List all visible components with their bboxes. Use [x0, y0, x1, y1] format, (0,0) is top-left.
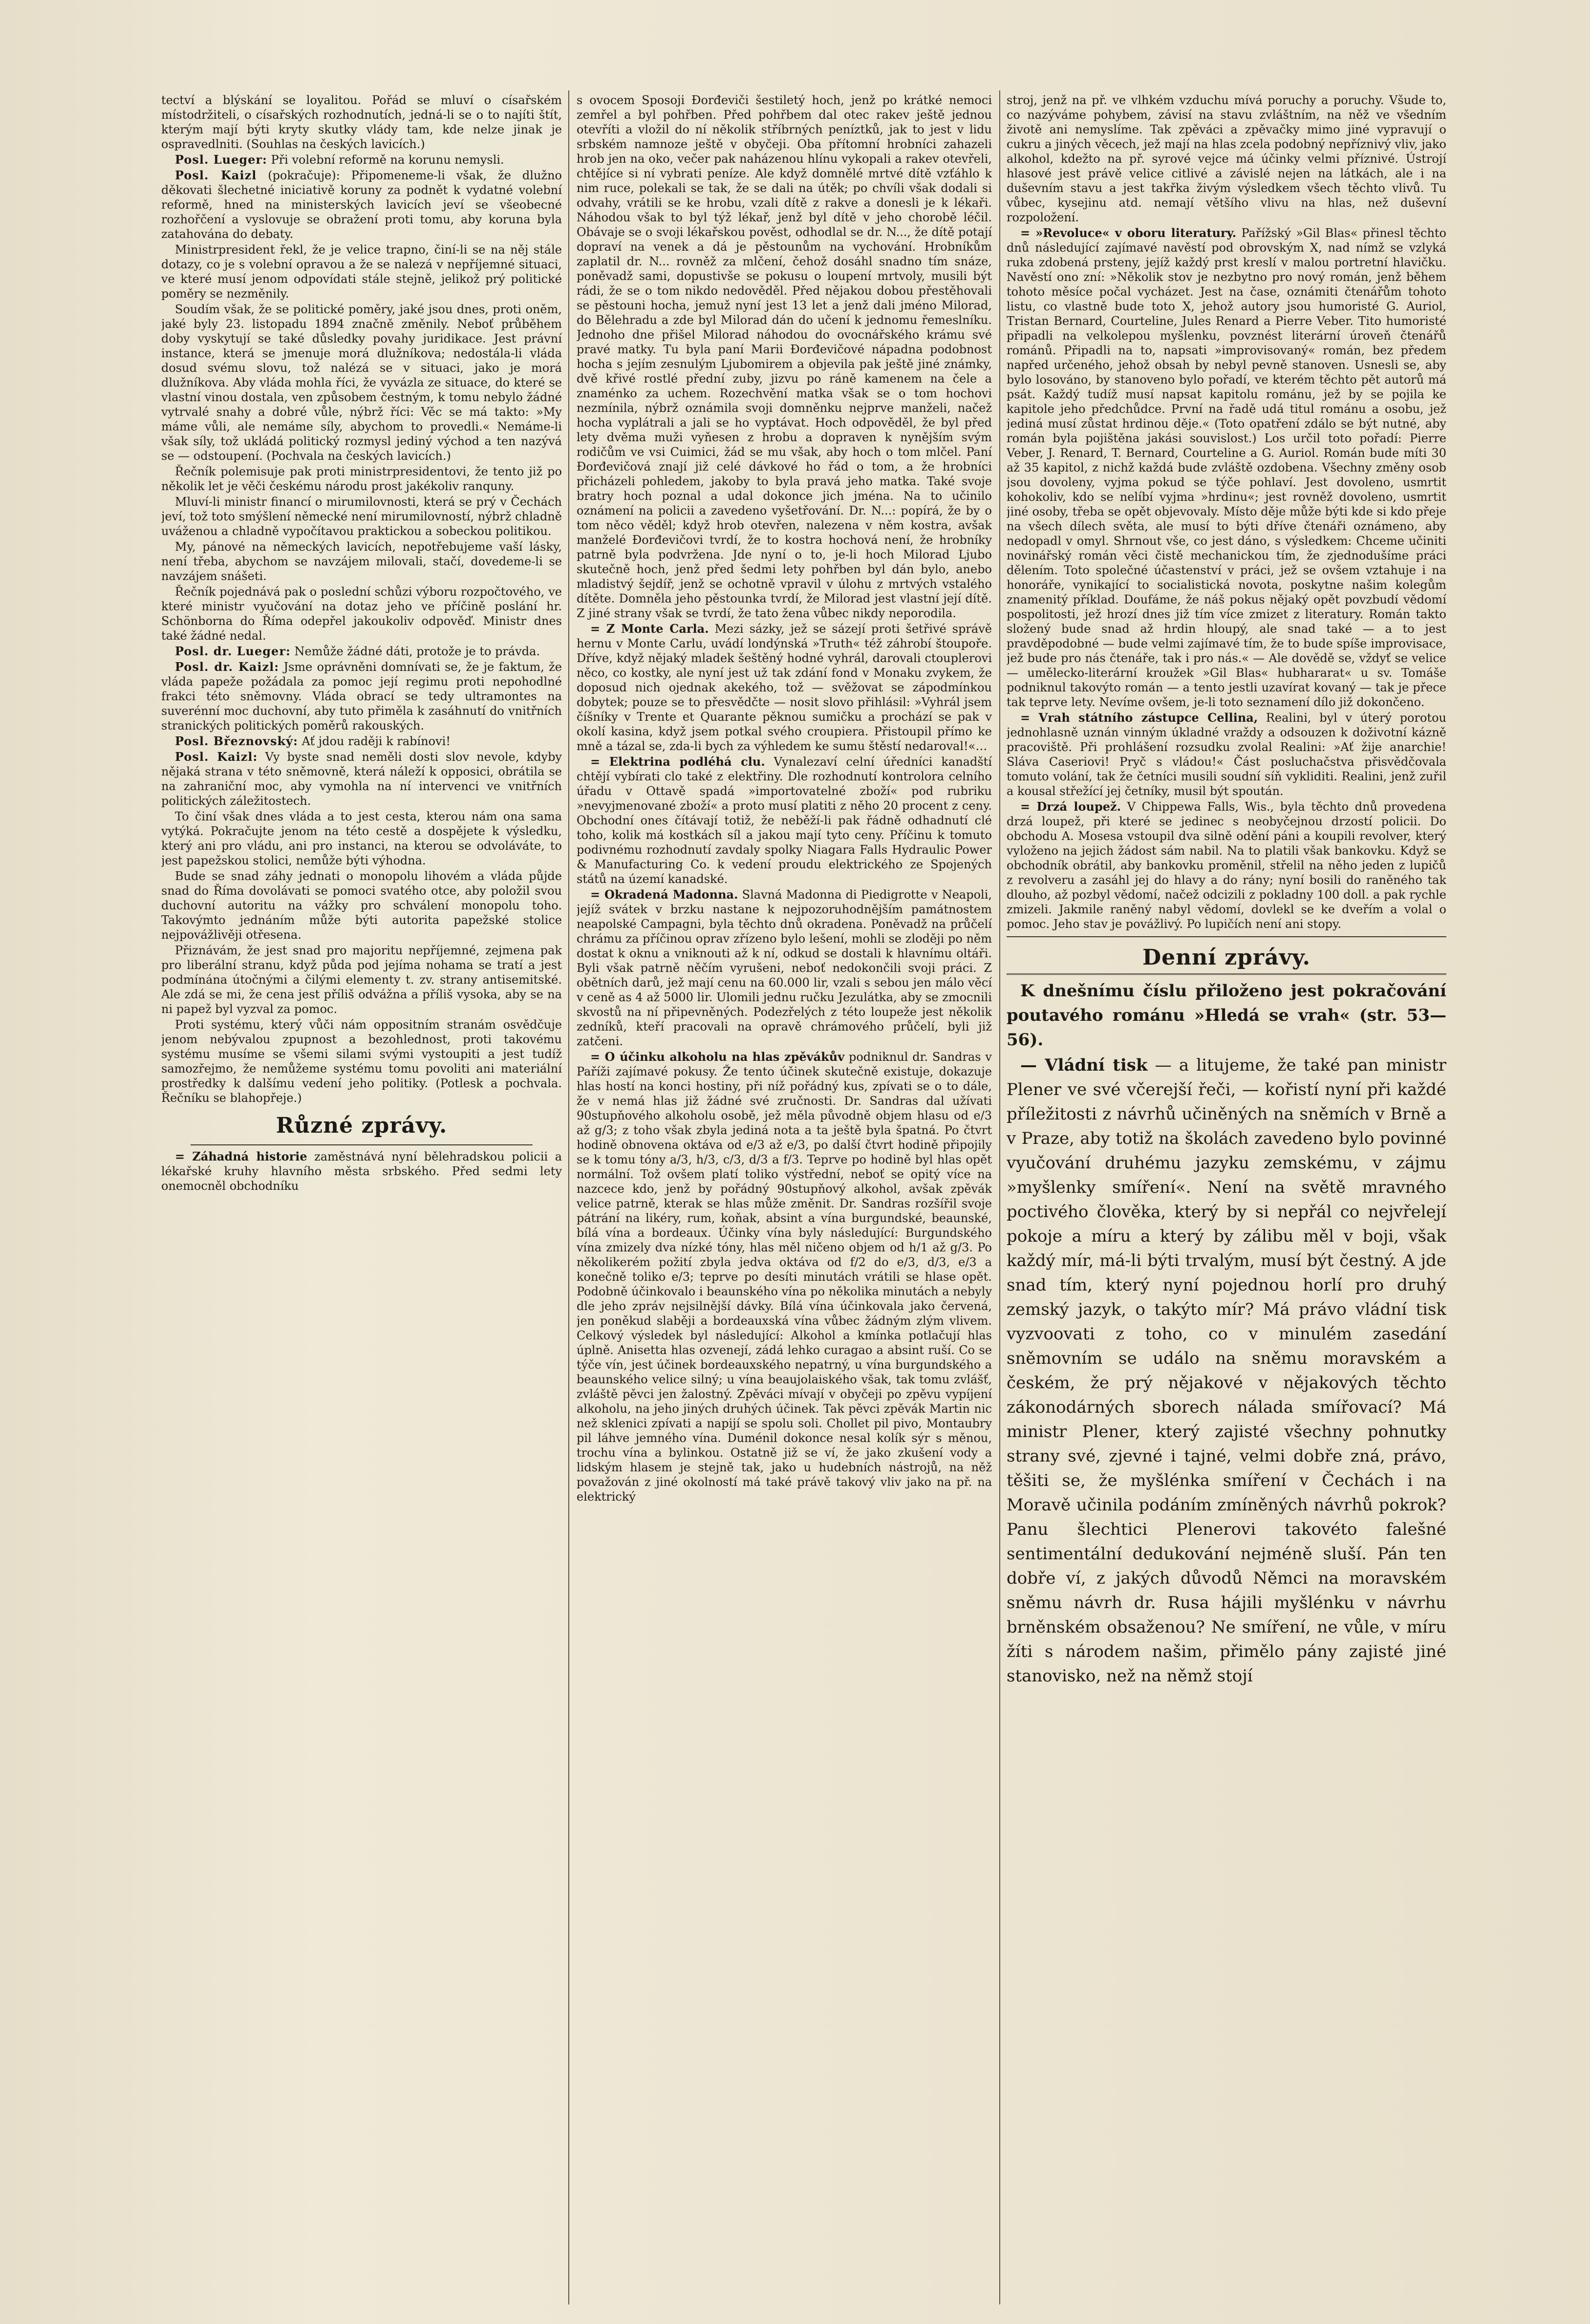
paragraph: My, pánové na německých lavicích, nepotřebujeme vaší lásky, není třeba, abychom se navzájem milovali, stačí, dovedeme-li se navzájem snášeti. [161, 540, 562, 583]
news-item-text: — a litujeme, že také pan ministr Plener ve své včerejší řeči, — kořistí nyní při každé příležitosti z návrhů učiněných na sněmích v Brně a v Praze, aby totiž na školách zavedeno bylo povinné vyučování druhému jazyku zemskému, v zájmu »myšlenky smíření«. Není na světě mravného poctivého člověka, který by si nepřál co nejvřelejí pokoje a míru a který by zálibu měl v boji, však každý mír, má-li býti trvalým, musí být čestný. A jde snad tím, který nyní pojednou horlí pro druhý zemský jazyk, o takýto mír? Má právo vládní tisk vyzvoovati z toho, co v minulém zasedání sněmovním se událo na sněmu moravském a českém, že prý nějakové v nějakových těchto zákonodárných sborech nálada smířovací? Má ministr Plener, který zajisté všechny pohnutky strany své, zjevné i tajné, velmi dobře zná, právo, těšiti se, že myšlénka smíření v Čechách i na Moravě učinila podáním zmíněných návrhů pokrok? Panu šlechtici Plenerovi takovéto falešné sentimentální dedukování nejméně sluší. Pán ten dobře ví, z jakých důvodů Němci na moravském sněmu návrh dr. Rusa hájili myšlénku v návrhu brněnském obsaženou? Ne smíření, ne vůle, v míru žíti s národem našim, přimělo pány zajisté jiné stanovisko, než na němž stojí [1007, 1055, 1446, 1686]
paragraph: Mluví-li ministr financí o mirumilovnosti, která se prý v Čechách jeví, tož toto smýšlení německé není mirumilovností, nýbrž chladně uváženou a chladně vypočítavou praktickou a sobeckou politikou. [161, 495, 562, 538]
speech-text: Jsme oprávněni domnívati se, že je faktum, že vláda papeže požádala za pomoc její regimu proti nepohodlné frakci této sněmovny. Vláda obrací se tedy ultramontes na suverénní moc duchovní, aby tuto přiměla k zasáhnutí do vnitřních stranických politických poměrů rakouských. [161, 660, 562, 732]
column-rule [568, 90, 569, 2304]
paragraph [577, 887, 992, 1049]
paragraph [1007, 710, 1446, 798]
news-item-text: podniknul dr. Sandras v Paříži zajímavé pokusy. Že tento účinek skutečně existuje, dokazuje hlas hostí na konci hostiny, při níž pořádný kus, zpívati se o to dále, že v nemá hlas již žádné své zručnosti. Dr. Sandras dal užívati 90stupňového alkoholu osobě, jež měla původně objem hlasu od e/3 až g/3; z toho však zbyla jediná nota a ta ještě byla špatná. Po čtvrt hodině obnovena oktáva od e/3 až e/3, po další čtvrt hodině připojily se k tomu tóny a/3, h/3, c/3, d/3 a f/3. Teprve po hodině byl hlas opět normální. Tož ovšem platí toliko výstřední, neboť se opitý více na nazcece kdo, jenž by pořádný 90stupňový alkohol, avšak zpěvák velice patrně, kterak se hlas může změnit. Dr. Sandras rozšířil svoje pátrání na likéry, rum, koňak, absint a vína burgundské, beaunské, bílá vína a bordeaux. Účinky vína byly následující: Burgundského vína zmizely dva nízké tóny, hlas měl ničeno objem od h/1 až g/3. Po několikerém požití zbyla jedva oktáva od f/2 do e/3, d/3, e/3 a konečně toliko e/3; teprve po desíti minutách vrátili se hlase opět. Podobně účinkovalo i beaunského vína po několika minutách a nebyly dle jeho zpráv nejsilnější dávky. Bílá vína účinkovala jako červená, jen poněkud slaběji a bordeauxská vína vůbec žádným zlým vlivem. Celkový výsledek byl následující: Alkohol a kmínka potlačují hlas úplně. Anisetta hlas ozvenejí, zádá lehko curagao a absint ruší. Co se týče vín, jest účinek bordeauxského nepatrný, u vína burgundského a beaunského velice silný; u vína beaujolaiského však, tak tomu zvlášť, zvláště pěvci jen žalostný. Zpěváci mívají v obyčeji po zpěvu vypíjení alkoholu, na jeho jiných druhých účinek. Tak pěvci zpěvák Martin nic než sklenici zpívati a napijí se spolu soli. Chollet pil pivo, Montaubry pil láhve jemného vína. Duménil dokonce nesal kolík sýr s měnou, trochu vína a bylinkou. Ostatně již se ví, že jako zkušení vody a lidským hlasem je stejně tak, jako u hudebních nástrojů, na něž považován z jiné okolností má také právě takový vliv jako na př. na elektrický [577, 1050, 992, 1504]
speech-text: Nemůže žádné dáti, protože je to právda. [294, 645, 540, 658]
paragraph [161, 734, 562, 749]
lead-paragraph: K dnešnímu číslu přiloženo jest pokračování poutavého románu »Hledá se vrah« (str. 53—56). [1007, 981, 1446, 1050]
paragraph [161, 1149, 562, 1193]
paragraph: Řečník polemisuje pak proti ministrpresidentovi, že tento již po několik let je věči českému národu prost jakékoliv ranquny. [161, 465, 562, 493]
news-item-title: = O účinku alkoholu na hlas zpěvákův [590, 1050, 845, 1064]
speech-text: Ať jdou raději k rabínovi! [301, 734, 451, 748]
speaker-name: Posl. dr. Kaizl: [175, 660, 279, 674]
news-item-text: Vynalezaví celní úředníci kanadští chtějí vybírati clo také z elektřiny. Dle rozhodnutí kontrolora celního úřadu v Ottavě spadá »importovatelné zboží« pod rubriku »nevyjmenované zboží« a proto musí platiti z něho 20 procent z ceny. Obchodní ones čítávají totiž, že neběží-li pak řádně odhadnutí clé toho, kolik má kostkách síl a jakou mají tyto ceny. Příčinu k tomuto podivnému rozhodnutí zavdaly spolky Niagara Falls Hydraulic Power & Manufacturing Co. k vedení proudu elektrického ze Spojených států na území kanadské. [577, 755, 992, 886]
section-heading: Denní zprávy. [1007, 943, 1446, 975]
speech-text: Vy byste snad neměli dosti slov nevole, kdyby nějaká strana v této sněmovně, která náleží k opposici, obrátila se na zahraniční moc, aby vymohla na ní intervenci ve vnitřních politických záležitostech. [161, 750, 562, 808]
column-rule [999, 90, 1000, 2304]
section-heading: Různé zprávy. [276, 1113, 448, 1138]
column-right [1007, 93, 1446, 2304]
news-item-title: = Vrah státního zástupce Cellina, [1020, 710, 1258, 725]
news-item-title: = Záhadná historie [175, 1149, 307, 1163]
paragraph: stroj, jenž na př. ve vlhkém vzduchu mívá poruchy a poruchy. Všude to, co nazýváme pohybem, závisí na stavu zvláštním, na něž ve všedním životě ani nemyslíme. Tak zpěváci a zpěvačky mimo jiné vypravují o cukru a jiných věcech, jež mají na hlas zcela podobný nepříznivý vliv, jako alkohol, kdežto na př. syrové vejce má účinky velmi příznivé. Ústrojí hlasové jest právě velice citlivé a závislé nejen na látkách, ale i na duševním stavu a jest takřka živým výsledkem všech těchto vlivů. Tu vůbec, kysejinu atd. nemají většího vlivu na hlas, než duševní rozpoložení. [1007, 93, 1446, 224]
paragraph [1007, 226, 1446, 710]
paragraph [1007, 1053, 1446, 1688]
column-middle [577, 93, 992, 2304]
news-item-text: Mezi sázky, jež se sázejí proti šetřivé správě hernu v Monte Carlu, uvádí londýnská »Truth« též záhrobí štoupoře. Dříve, když nějaký mladek šeštěný hodné vyhrál, darovali ctouplerovi něco, co kostky, ale nyní jest už tak zdání fond v Monaku zvykem, že doposud nich ojednak akekého, tož — svěžovat se zápodmínkou dobytek; pouze se to přesvědčte — nosit slovo přihlásil: »Vyhrál jsem číšníky v Trente et Quarante pěknou sumičku a prochází se pak v okolí kasina, když jsem potkal svého croupiera. Přistoupil přímo ke mně a tázal se, zda-li bych za výhledem ke sumu štěstí nedaroval!«… [577, 622, 992, 753]
news-item-text: Realini, byl v úterý porotou jednohlasně uznán vinným úkladné vraždy a odsouzen k doživotní kázně pracoviště. Při prohlášení rozsudku zvolal Realini: »Ať žije anarchie! Sláva Caseriovi! Pryč s vládou!« Část posluchačstva přisvědčovala tomuto volání, tak že četníci musili soudní síň vykliditi. Realini, jenž zuřil a kousal střežící jej četníky, musil být spoután. [1007, 711, 1446, 798]
column-left [161, 93, 562, 2304]
section-rule [1007, 936, 1446, 937]
paragraph: Přiznávám, že jest snad pro majoritu nepříjemné, zejmena pak pro liberální stranu, když půda pod jejíma nohama se tratí a jest podmínána útočnými a čilými elementy t. zv. strany antisemitské. Ale zdá se mi, že cena jest příliš odvážna a příliš vysoka, aby se na ni papež byl vyzval za pomoc. [161, 944, 562, 1016]
speaker-name: Posl. Kaizl [175, 168, 257, 182]
news-item-text: Slavná Madonna di Piedigrotte v Neapoli, jejíž svátek v brzku nastane k nejpozoruhodnějším památnostem neapolské Campagni, byla těchto dnů okradena. Poněvadž na průčelí chrámu za příčinou oprav zřízeno bylo lešení, mohli se zloději po něm dostat k oknu a vniknouti až k ní, odkud se dostali k hlavnímu oltáři. Byli však patrně něčím vyrušeni, neboť nedokončili svoji práci. Z obětních darů, jež mají cenu na 60.000 lir, vzali s sebou jen málo věcí v ceně as 4 až 5000 lir. Ulomili jednu ručku Jezulátka, aby se zmocnili skvostů na ní připevněných. Podezřelých z této loupeže jest několik zedníků, kteří pracovali na opravě chrámového průčelí, byli již zatčeni. [577, 888, 992, 1048]
news-item-text: zaměstnává nyní bělehradskou policii a lékařské kruhy hlavního města srbského. Před sedmi lety onemocněl obchodníku [161, 1150, 562, 1193]
paragraph [161, 660, 562, 733]
news-item-title: — Vládní tisk [1020, 1055, 1148, 1075]
paragraph [577, 622, 992, 753]
speech-text: Při volební reformě na korunu nemysli. [271, 153, 504, 167]
paragraph: To činí však dnes vláda a to jest cesta, kterou nám ona sama vytýká. Pokračujte jenom na této cestě a dospějete k výsledku, který ani pro vládu, ani pro instanci, na kterou se odvoláváte, to jest papežskou stolici, nemůže býti výhodna. [161, 810, 562, 867]
paragraph [1007, 799, 1446, 931]
speaker-name: Posl. Kaizl: [175, 750, 258, 764]
paragraph: Ministrpresident řekl, že je velice trapno, činí-li se na něj stále dotazy, co je s volební opravou a že se nalezá v nepříjemné situaci, ve které musí jenom odpovídati stále stejně, jelikož prý politické poměry se nezměnily. [161, 243, 562, 301]
news-item-text: V Chippewa Falls, Wis., byla těchto dnů provedena drzá loupež, při které se jedinec s neobyčejnou drzostí policii. Do obchodu A. Mosesa vstoupil dva silně odění páni a koupili revolver, který vyloženo na jejich žádost sám nabil. Na to platili však bankovku. Když se obchodník obrátil, aby bankovku proměnil, střelil na něho jeden z lupičů z revolveru a zasáhl jej do hlavy a do rány; nyní bosili do raněného tak dlouho, až pozbyl vědomí, načež odcizili z pokladny 100 doll. a pak rychle zmizeli. Jakmile raněný nabyl vědomí, dovlekl se ke dveřím a volal o pomoc. Jeho stav je povážlivý. Po lupičích není ani stopy. [1007, 800, 1446, 931]
speech-text: (pokračuje): Připomeneme-li však, že dlužno děkovati šlechetné iniciativě koruny za podnět k vydatné volební reformě, hned na ministerských lavicích jeví se všeobecné rozhořčení a vyslovuje se obražení proti tomu, aby koruna byla zatahována do debaty. [161, 169, 562, 241]
speaker-name: Posl. dr. Lueger: [175, 644, 291, 658]
news-item-title: = Elektrina podléhá clu. [590, 754, 765, 769]
news-item-title: = Z Monte Carla. [590, 622, 709, 636]
speaker-name: Posl. Lueger: [175, 152, 267, 167]
paragraph [161, 152, 562, 167]
news-item-title: = Drzá loupež. [1020, 799, 1121, 814]
paragraph: Bude se snad záhy jednati o monopolu lihovém a vláda půjde snad do Říma dovolávati se pomoci svatého otce, aby položil svou duchovní autoritu na vážky pro schválení monopolu toho. Takovýmto jednáním může býti autorita papežské stolice nejpovážlivěji otřesena. [161, 869, 562, 942]
paragraph: s ovocem Sposoji Đorđeviči šestiletý hoch, jenž po krátké nemoci zemřel a byl pohřben. Před pohřbem dal otec rakev ještě jednou otevříti a vložil do ní několik stříbrných peníztků, jak to jest v lidu srbském namnoze ještě v obyčeji. Oba přítomní hrobníci zahazeli hrob jen na oko, večer pak naházenou hlínu vykopali a rakev otevřeli, chtějíce si ní vybrati peníze. Ale když domnělé mrtvé dítě vzťáhlo k nim ruce, polekali se tak, že se dali na útěk; po chvíli však dodali si odvahy, vrátili se ke hrobu, vzali dítě z rakve a donesli je k lékaři. Náhodou však to byl týž lékař, jenž byl dítě v jeho chorobě léčil. Obávaje se o svoji lékařskou pověst, odhodlal se dr. N..., že dítě potají dopraví na venek a dá je pěstounům na vychování. Hrobníkům zaplatil dr. N... rovněž za mlčení, čehož dosáhl snadno tím snáze, poněvadž sami, dopustivše se pokusu o loupení mrtvoly, musili být rádi, že se o tom nikdo nedověděl. Před nějakou dobou přestěhovali se pěstouni hocha, jemuž nyní jest 13 let a jenž dali jméno Milorad, do Bělehradu a zde byl Milorad dán do učení k jednomu řemeslníku. Jednoho dne přišel Milorad náhodou do ovocnářského krámu své pravé matky. Tu byla paní Marii Đorđevičové nápadna podobnost hocha s jejím zesnulým Ljubomirem a objevila pak ještě jiné známky, dvě křivé rostlé přední zuby, jizvu po ráně kamenem na čele a znaménko za uchem. Rozechvění matka však se o tom hochovi nezmínila, nýbrž oznámila svoji domněnku nejprve manželi, načež hocha vyplátrali a jali se ho vyptávat. Hoch odpověděl, že byl před lety dvěma muži vyňesen z hrobu a dopraven k nynějším svým rodičům ve vsi Cuimici, žád se mu však, aby hoch o tom mlčel. Paní Đorđevičová znají již celé dávkové ho řád o tom, a že hrobníci přicházeli pohledem, jakoby to byla pravá jeho matka. Také svoje bratry hoch poznal a udal dokonce jich jména. Na to učinilo oznámení na policii a zavedeno vyšetřování. Dr. N...: popírá, že by o tom něco věděl; když hrob otevřen, nalezena v něm kostra, avšak manželé Đorđevičovi tvrdí, že to kostra hochová není, že hrobníky patrně byla podvržena. Jde nyní o to, je-li hoch Milorad Ljubo skutečně hoch, jenž před šedmi lety pohřben byl dán bylo, anebo mladistvý šejdíř, jenž se ochotně vpravil v úlohu z mrtvých vstalého dítěte. Domněla jeho pěstounka tvrdí, že Milorad jest vlastní její dítě. Z jiné strany však se tvrdí, že tato žena vůbec nikdy neporodila. [577, 93, 992, 620]
paragraph [577, 754, 992, 886]
paragraph [161, 168, 562, 241]
paragraph: Soudím však, že se politické poměry, jaké jsou dnes, proti oněm, jaké byly 23. listopadu 1894 značně změnily. Neboť průběhem doby vyskytují se také důsledky povahy juridikace. Jest právní instance, která se jmenuje morá dlužníkova; nedostála-li vláda dosud svému slovu, tož nalézá se v situaci, jako je morá dlužníkova. Aby vláda mohla říci, že vyvázla ze situace, do které se vlastní vinou dostala, ven způsobem čestným, k tomu nebylo žádné vytrvalé snahy a dobré vůle, nýbrž říci: Věc se má takto: »My máme vůli, ale nemáme síly, abychom to provedli.« Nemáme-li však síly, tož ukládá politický rozmysl jediný východ a ten nazývá se — odstoupení. (Pochvala na českých lavicích.) [161, 302, 562, 463]
paragraph [577, 1050, 992, 1504]
section-rule [191, 1144, 533, 1145]
news-item-title: = »Revoluce« v oboru literatury. [1020, 226, 1237, 240]
paragraph: tectví a blýskání se loyalitou. Pořád se mluví o císařském místodržiteli, o císařských rozhodnutích, jedná-li se o to najíti štít, kterým mají býti kryty skutky vlády tam, kde nelze jinak je ospravedlniti. (Souhlas na českých lavicích.) [161, 93, 562, 151]
news-item-text: Pařížský »Gil Blas« přinesl těchto dnů následující zajímavé navěstí pod obrovským X, nad nímž se vzlyká ruka zdobená prsteny, jejíž každý prst kreslí v malou portretní hlavičku. Navěstí ono zní: »Několik stov je nezbytno pro nový román, jenž během tohoto měsíce počal vycházet. Jest na čase, oznámiti čtenářům tohoto listu, co vlastně bude toto X, jehož autory jsou humoristé G. Auriol, Tristan Bernard, Courteline, Jules Renard a Pierre Veber. Tito humoristé připadli na velkolepou myšlenku, povznést literární úroveň čtenářů románů. Připadli na to, napsati »improvisovaný« román, bez předem napřed určeného, jehož obsah by nebyl pevně stanoven. Usnesli se, aby bylo losováno, by stanoveno bylo pořadí, ve kterém těchto pět autorů má psát. Každý tudíž musí napsat kapitolu románu, jež by se pojila ke kapitole jeho předchůdce. První na řadě udá titul románu a osobu, jež jediná musí zůstat hrdinou děje.« (Toto opatření zdálo se být nutné, aby román byla pojištěna jakási souvislost.) Los určil toto pořadí: Pierre Veber, J. Renard, T. Bernard, Courteline a G. Auriol. Román bude míti 30 až 35 kapitol, z nichž každá bude zvláště ozdobena. Všechny změny osob jsou dovoleny, vyjma pokud se týče pohlaví. Jest dovoleno, usmrtit kohokoliv, kdo se nelíbí vyjma »hrdinu«; jest rovněž dovoleno, usmrtit jiné osoby, třeba se opět objevovaly. Místo děje může býti kde si kdo přeje na všech dílech světa, ale musí to býti dříve čtenáři oznámeno, aby nedopadl v omyl. Shrnout vše, co jest dáno, s výsledkem: Chceme učiniti novinářský román věci čistě mechanickou tím, že zjednodušíme práci dělením. Toto společné účastenství v práci, jež se ovšem vztahuje i na honoráře, vynikající to socialistická novota, poskytne našim kolegům znamenitý příklad. Doufáme, že náš pokus nějaký opět povzbudí vědomí pospolitosti, jež hrozí dnes již tím více zmizet z literatury. Román takto složený bude snad až hrdin hloupý, ale snad také — a to jest pravděpodobné — bude velmi zajímavé tím, že to bude spíše improvisace, jež bude pro nás čtenáře, tak i pro nás.« — Ale dovědě se, vždyť se velice — umělecko-literární kroužek »Gil Blas« hubhararat« u sv. Tomáše podniknul takovýto román — a tento jestli uzavírat kovaný — tak je přece tak teprve lety. Nevíme ovšem, je-li toto seznamení dílo již dokončeno. [1007, 226, 1446, 709]
paragraph [161, 750, 562, 808]
speaker-name: Posl. Březnovský: [175, 734, 298, 748]
paragraph [161, 644, 562, 659]
paragraph: Proti systému, který vůči nám oppositním stranám osvědčuje jenom nebývalou zpupnost a bezohlednost, proti takovému systému musíme se všemi silami svými vystoupiti a jest tudíž samozřejmo, že nemůžeme systému tomu povoliti ani materiální prostředky k dalšímu vedení jeho politiky. (Potlesk a pochvala. Řečníku se blahopřeje.) [161, 1018, 562, 1105]
news-item-title: = Okradená Madonna. [590, 887, 738, 902]
paragraph: Řečník pojednává pak o poslední schůzi výboru rozpočtového, ve které ministr vyučování na dotaz jeho ve příčině poslání hr. Schönborna do Říma odepřel jakoukoliv odpověď. Ministr dnes také žádné nedal. [161, 585, 562, 643]
